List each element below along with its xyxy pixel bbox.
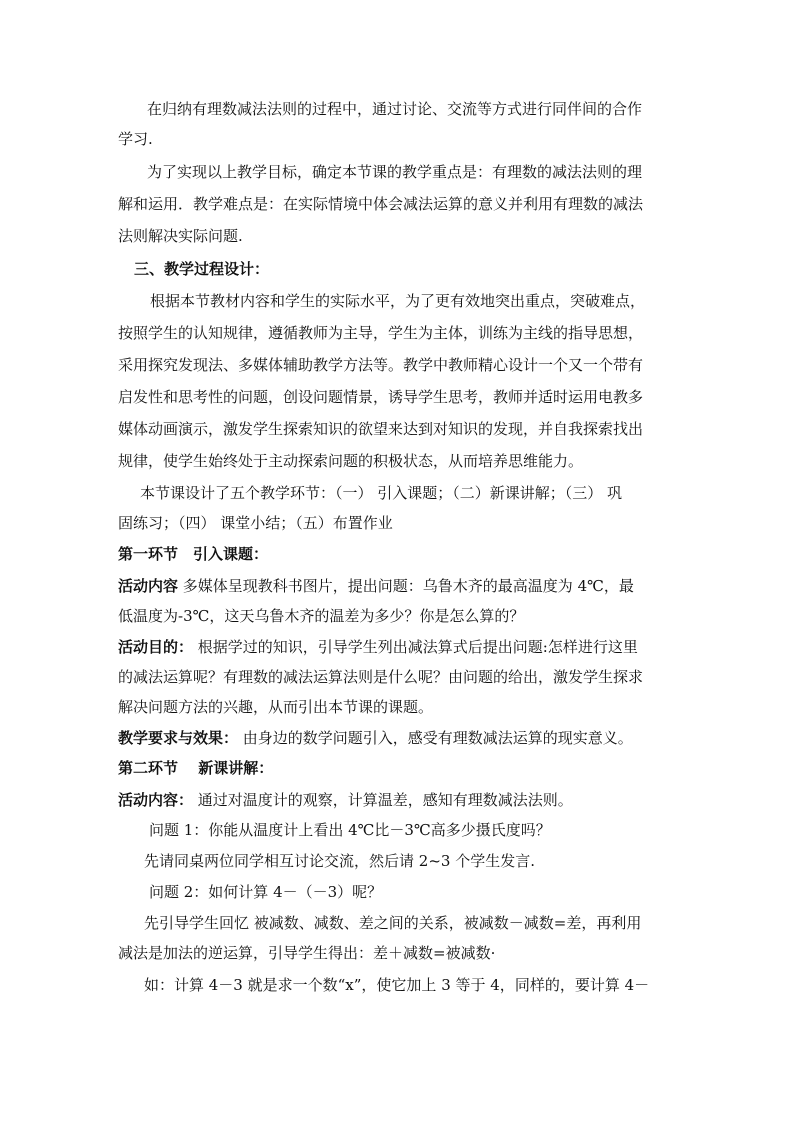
paragraph-line: 低温度为-3℃，这天乌鲁木齐的温差为多少？你是怎么算的？ [118, 607, 525, 625]
paragraph-line [118, 723, 633, 753]
activity-content-label: 活动内容 [118, 577, 179, 595]
paragraph-line [118, 571, 634, 601]
activity-content-text: 通过对温度计的观察，计算温差，感知有理数减法法则。 [197, 791, 573, 809]
paragraph-line: 先引导学生回忆 被减数、减数、差之间的关系，被减数－减数=差，再利用 [144, 914, 642, 932]
section-heading: 三、教学过程设计： [134, 260, 270, 278]
paragraph-line: 按照学生的认知规律，遵循教师为主导，学生为主体，训练为主线的指导思想， [118, 324, 644, 342]
paragraph-line: 先请同桌两位同学相互讨论交流，然后请 2~3 个学生发言. [144, 852, 535, 870]
paragraph-line [118, 632, 638, 662]
step-heading-2: 第二环节 新课讲解： [118, 759, 274, 777]
question-line: 问题 1：你能从温度计上看出 4℃比－3℃高多少摄氏度吗？ [149, 821, 551, 839]
paragraph-line: 减法是加法的逆运算，引导学生得出：差＋减数=被减数· [118, 944, 496, 962]
paragraph-line: 媒体动画演示，激发学生探索知识的欲望来达到对知识的发现，并自我探索找出 [118, 420, 644, 438]
step-heading-1: 第一环节 引入课题： [118, 545, 269, 563]
paragraph-line: 学习. [118, 130, 153, 148]
paragraph-line: 固练习；（四） 课堂小结；（五）布置作业 [118, 514, 393, 532]
activity-content-label: 活动内容： [118, 791, 194, 809]
paragraph-line: 启发性和思考性的问题，创设问题情景，诱导学生思考，教师并适时运用电教多 [118, 388, 644, 406]
paragraph-line: 本节课设计了五个教学环节：（一） 引入课题；（二）新课讲解；（三） 巩 [140, 484, 623, 502]
paragraph-line: 解和运用．教学难点是：在实际情境中体会减法运算的意义并利用有理数的减法 [118, 195, 644, 213]
activity-purpose-label: 活动目的： [118, 638, 194, 656]
paragraph-line: 解决问题方法的兴趣，从而引出本节课的课题。 [118, 698, 434, 716]
paragraph-line: 为了实现以上教学目标，确定本节课的教学重点是：有理数的减法法则的理 [147, 163, 643, 181]
requirements-text: 由身边的数学问题引入，感受有理数减法运算的现实意义。 [242, 729, 633, 747]
paragraph-line [118, 785, 573, 815]
requirements-label: 教学要求与效果： [118, 729, 239, 747]
paragraph-line: 法则解决实际问题. [118, 227, 243, 245]
question-line: 问题 2：如何计算 4－（－3）呢？ [149, 883, 383, 901]
paragraph-line: 根据本节教材内容和学生的实际水平，为了更有效地突出重点，突破难点， [150, 292, 646, 310]
paragraph-line: 的减法运算呢？有理数的减法运算法则是什么呢？由问题的给出，激发学生探求 [118, 668, 644, 686]
paragraph-line: 如：计算 4－3 就是求一个数“x”，使它加上 3 等于 4，同样的，要计算 4－ [144, 976, 650, 994]
paragraph-line: 采用探究发现法、多媒体辅助教学方法等。教学中教师精心设计一个又一个带有 [118, 356, 644, 374]
paragraph-line: 规律，使学生始终处于主动探索问题的积极状态，从而培养思维能力。 [118, 452, 584, 470]
paragraph-line: 在归纳有理数减法法则的过程中，通过讨论、交流等方式进行同伴间的合作 [147, 100, 643, 118]
activity-purpose-text: 根据学过的知识，引导学生列出减法算式后提出问题:怎样进行这里 [197, 638, 638, 656]
activity-content-text: 多媒体呈现教科书图片，提出问题：乌鲁木齐的最高温度为 4℃，最 [182, 577, 634, 595]
